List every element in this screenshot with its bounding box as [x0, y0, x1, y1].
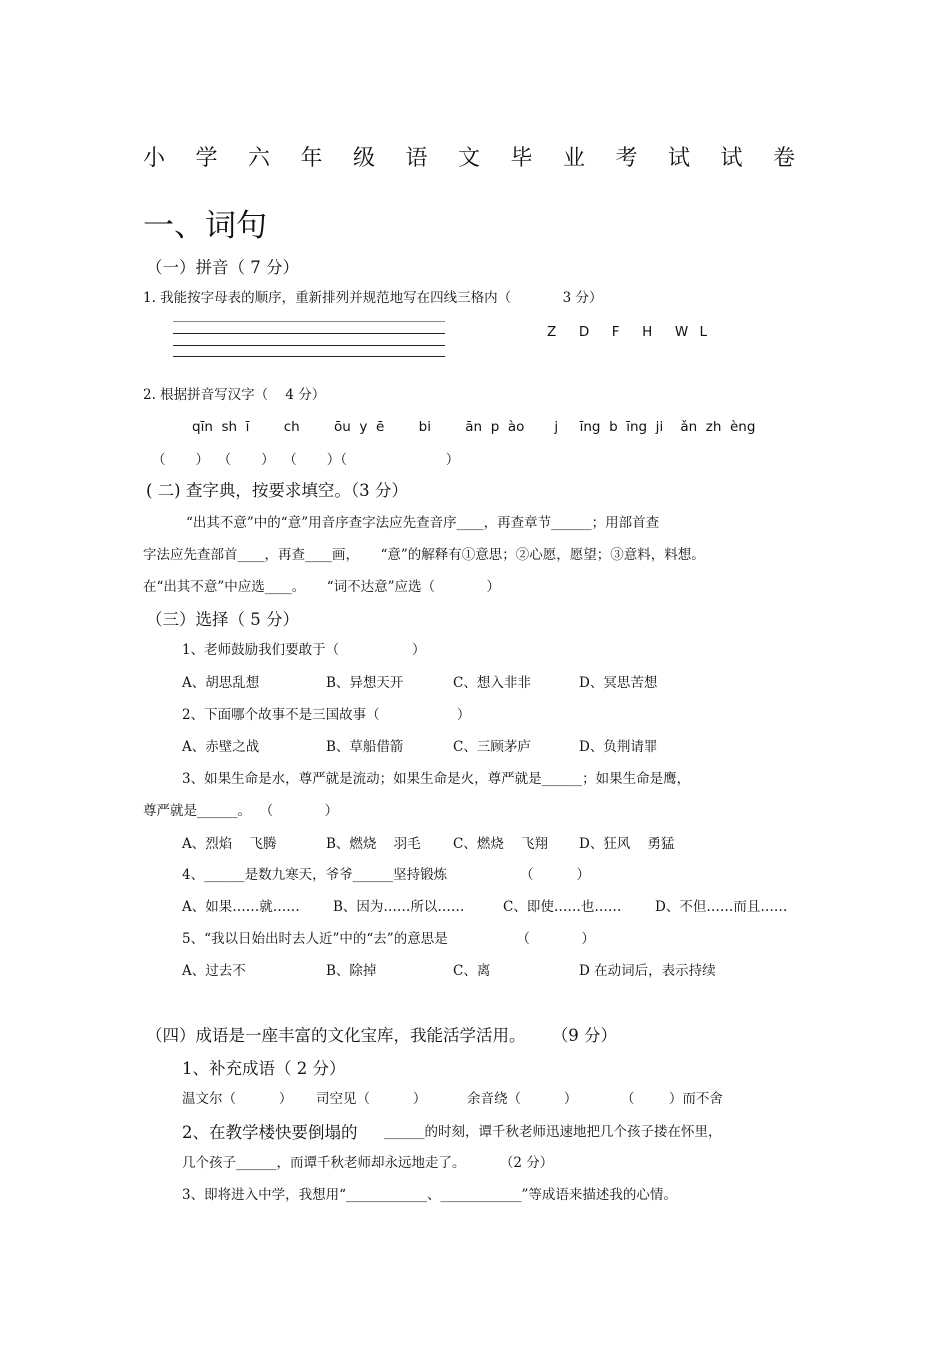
title-char: 试	[668, 146, 691, 171]
choice-5-option-d: D 在动词后，表示持续	[579, 963, 716, 979]
dictionary-heading: ( 二) 查字典，按要求填空。（3 分）	[146, 481, 408, 500]
choice-question-2: 2、下面哪个故事不是三国故事（ ）	[182, 707, 471, 723]
idiom-blank-3: 余音绕（ ）	[467, 1091, 578, 1107]
idiom-blank-2: 司空见（ ）	[316, 1091, 427, 1107]
section-heading-words: 一、词句	[143, 208, 267, 244]
choice-4-option-a: A、如果……就……	[182, 899, 300, 915]
choice-5-option-c: C、离	[453, 963, 491, 979]
choice-1-option-d: D、冥思苦想	[579, 675, 658, 691]
title-char: 学	[195, 146, 218, 171]
choice-2-option-c: C、三顾茅庐	[453, 739, 531, 755]
idioms-question-2-prefix: 2、在教学楼快要倒塌的	[182, 1123, 358, 1142]
choice-2-option-b: B、草船借箭	[326, 739, 404, 755]
title-char: 年	[300, 146, 323, 171]
title-char: 六	[248, 146, 271, 171]
choice-1-option-a: A、胡思乱想	[182, 675, 260, 691]
choice-4-option-b: B、因为……所以……	[333, 899, 465, 915]
choice-4-option-c: C、即使……也……	[503, 899, 622, 915]
choice-question-1: 1、老师鼓励我们要敢于（ ）	[182, 642, 426, 658]
choice-5-option-a: A、过去不	[182, 963, 246, 979]
choice-3-option-b: B、燃烧 羽毛	[326, 836, 421, 852]
four-line-grid-line-4	[173, 356, 445, 357]
title-char: 文	[458, 146, 481, 171]
idiom-blank-4: （ ）而不舍	[621, 1091, 723, 1107]
title-char: 小	[143, 146, 166, 171]
idioms-question-2-line-2: 几个孩子______，而谭千秋老师却永远地走了。 （2 分）	[182, 1155, 554, 1171]
choice-question-4: 4、______是数九寒天，爷爷______坚持锻炼 （ ）	[182, 867, 590, 883]
four-line-grid-line-2	[173, 333, 445, 334]
idioms-question-1: 1、补充成语（ 2 分）	[182, 1059, 346, 1078]
choice-question-3-line-2: 尊严就是______。 （ ）	[143, 803, 339, 819]
four-line-grid-line-1	[173, 321, 445, 322]
title-char: 考	[615, 146, 638, 171]
title-char: 业	[563, 146, 586, 171]
choice-2-option-a: A、赤壁之战	[182, 739, 260, 755]
exam-title	[143, 148, 826, 170]
title-char: 卷	[773, 146, 796, 171]
title-char: 试	[720, 146, 743, 171]
choice-heading: （三）选择（ 5 分）	[146, 610, 299, 629]
title-char: 级	[353, 146, 376, 171]
choice-4-option-d: D、不但……而且……	[655, 899, 788, 915]
choice-3-option-c: C、燃烧 飞翔	[453, 836, 548, 852]
idioms-heading: （四）成语是一座丰富的文化宝库，我能活学活用。 （9 分）	[146, 1026, 617, 1045]
idiom-blank-1: 温文尔（ ）	[182, 1091, 293, 1107]
choice-question-3-line-1: 3、如果生命是水，尊严就是流动；如果生命是火，尊严就是______；如果生命是鹰，	[182, 771, 691, 787]
pinyin-question-2: 2. 根据拼音写汉字（ 4 分）	[143, 387, 326, 403]
idioms-question-3: 3、即将进入中学，我想用“____________、____________”等成语来描述我的心情。	[182, 1187, 677, 1203]
answer-brackets: （ ） （ ） （ ）（ ）	[152, 452, 460, 468]
four-line-grid-line-3	[173, 345, 445, 346]
choice-3-option-a: A、烈焰 飞腾	[182, 836, 277, 852]
title-char: 毕	[510, 146, 533, 171]
choice-1-option-b: B、异想天开	[326, 675, 404, 691]
pinyin-question-1: 1. 我能按字母表的顺序，重新排列并规范地写在四线三格内（ 3 分）	[143, 290, 603, 306]
choice-5-option-b: B、除掉	[326, 963, 377, 979]
choice-question-5: 5、“我以日始出时去人近”中的“去”的意思是 （ ）	[182, 931, 595, 947]
choice-2-option-d: D、负荆请罪	[579, 739, 658, 755]
dictionary-line-3: 在“出其不意”中应选____。 “词不达意”应选（ ）	[143, 579, 501, 595]
pinyin-heading: （一）拼音（ 7 分）	[146, 258, 299, 277]
idioms-question-2-line-1: ______的时刻，谭千秋老师迅速地把几个孩子搂在怀里，	[384, 1124, 722, 1140]
letters-to-sort: Z D F H W L	[547, 324, 708, 340]
choice-1-option-c: C、想入非非	[453, 675, 531, 691]
pinyin-line: qīn sh ī ch ōu y ē bi ān p ào j īng b īng ji ǎn zh èng	[192, 419, 756, 435]
dictionary-line-1: “出其不意”中的“意”用音序查字法应先查音序____，再查章节______；用部首查	[186, 515, 660, 531]
title-char: 语	[405, 146, 428, 171]
choice-3-option-d: D、狂风 勇猛	[579, 836, 675, 852]
dictionary-line-2: 字法应先查部首____，再查____画， “意”的解释有①意思；②心愿，愿望；③意料，料想。	[143, 547, 705, 563]
